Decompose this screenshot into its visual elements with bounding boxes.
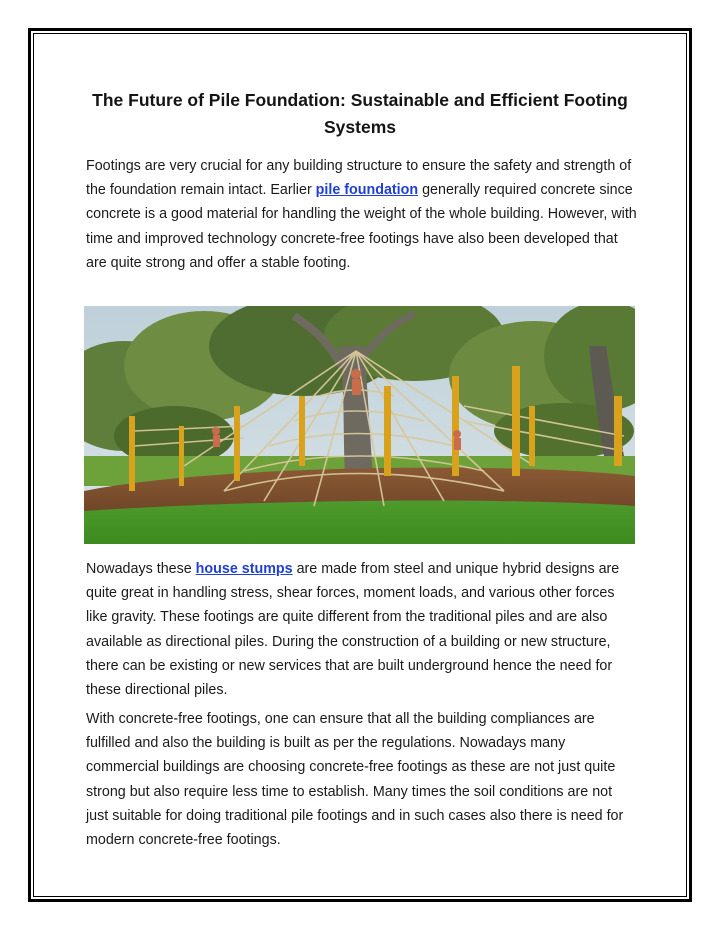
- paragraph-1-text-end: generally required concrete since concrete is a good material for handling the weight of the whole building. However, with time and improved technology concrete-free footings have also been developed that are quite strong and offer a stable footing.: [86, 182, 637, 271]
- paragraph-2-text-end: are made from steel and unique hybrid designs are quite great in handling stress, shear forces, moment loads, and various other forces like gravity. These footings are quite different from the traditional piles and are also available as directional piles. During the construction of a building or new structure, there can be existing or new services that are built underground hence the need for these directional piles.: [86, 561, 620, 699]
- page-title: The Future of Pile Foundation: Sustainable and Efficient Footing Systems: [92, 90, 628, 137]
- paragraph-1: [86, 154, 638, 275]
- pile-foundation-link[interactable]: pile foundation: [315, 182, 419, 199]
- playground-photo: [84, 306, 635, 544]
- paragraph-1-text-start: Footings are very crucial for any building structure to ensure the safety and strength of the foundation remain intact. Earlier: [86, 158, 632, 199]
- house-stumps-link[interactable]: house stumps: [195, 561, 293, 577]
- paragraph-2: [86, 557, 638, 702]
- paragraph-3: With concrete-free footings, one can ensure that all the building compliances are fulfilled and also the building is built as per the regulations. Nowadays many commercial buildings are choosing concrete-free footings as these are not just quite strong but also require less time to establish. Many times the soil conditions are not just suitable for doing traditional pile footings and in such cases also there is need for modern concrete-free footings.: [86, 711, 624, 849]
- paragraph-2-text-start: Nowadays these: [86, 561, 196, 577]
